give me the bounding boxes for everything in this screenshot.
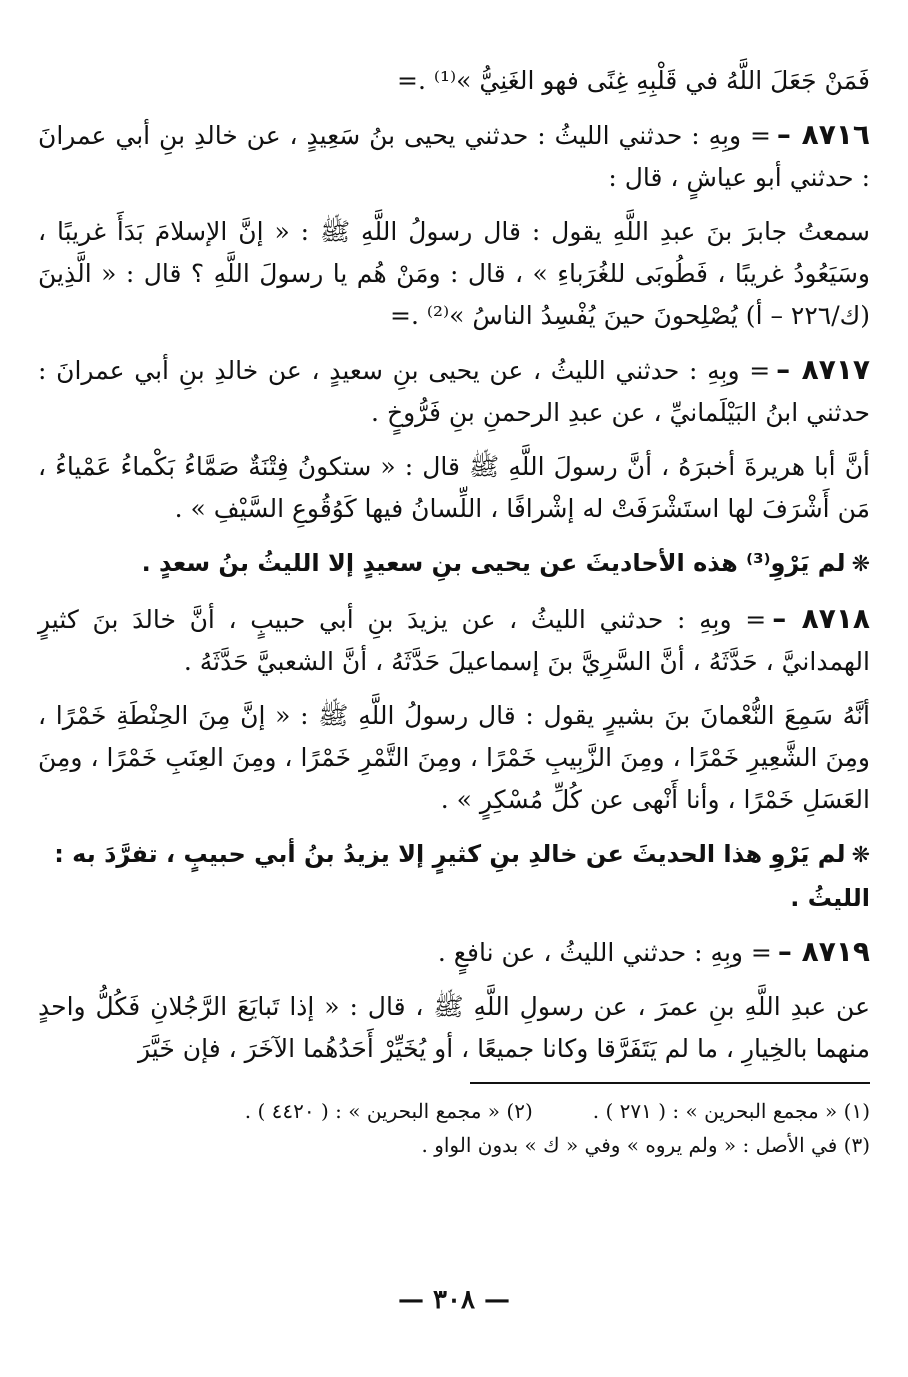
paragraph-text: أنَّ أبا هريرةَ أخبرَهُ ، أنَّ رسولَ اللَّهِ ﷺ قال : « ستكونُ فِتْنَةٌ صَمَّاءُ بَكْماءُ عَمْياءُ ، مَن أَشْرَفَ لها استَشْرَفَتْ له إشْرافًا ، اللِّسانُ فيها كَوُقُوعِ السَّيْفِ » . <box>38 452 870 523</box>
paragraph-text: = وبِهِ : حدثني الليثُ ، عن يزيدَ بنِ أبي حبيبٍ ، أنَّ خالدَ بنَ كثيرٍ الهمدانيَّ ، حَدَّثَهُ ، أنَّ السَّرِيَّ بنَ إسماعيلَ حَدَّثَهُ ، أنَّ الشعبيَّ حَدَّثَهُ . <box>38 605 870 676</box>
footnote-1: (١) « مجمع البحرين » : ( ٢٧١ ) . <box>592 1099 870 1123</box>
text-paragraph <box>38 446 870 530</box>
paragraph-text: سمعتُ جابرَ بنَ عبدِ اللَّهِ يقول : قال رسولُ اللَّهِ ﷺ : « إنَّ الإسلامَ بَدَأَ غريبًا ، وسَيَعُودُ غريبًا ، فَطُوبَى للغُرَباءِ » ، قال : ومَنْ هُم يا رسولَ اللَّهِ ؟ قال : « الَّذِينَ (ك/٢٢٦ – أ) يُصْلِحونَ حينَ يُفْسِدُ الناسُ »⁽²⁾ .= <box>38 217 870 330</box>
hadith-number: ٨٧١٨ – <box>772 602 871 635</box>
paragraph-text: لم يَرْوِ⁽³⁾ هذه الأحاديثَ عن يحيى بنِ سعيدٍ إلا الليثُ بنُ سعدٍ . <box>141 549 846 577</box>
footnote-3: (٣) في الأصل : « ولم يروه » وفي « ك » بدون الواو . <box>421 1133 870 1157</box>
remark-star-icon: ❋ <box>851 843 870 868</box>
hadith-number: ٨٧١٧ – <box>776 353 870 386</box>
footnote-row <box>38 1094 870 1128</box>
footnote-separator <box>470 1082 870 1084</box>
remark-star-icon: ❋ <box>851 552 870 577</box>
paragraph-text: = وبِهِ : حدثني الليثُ ، عن نافعٍ . <box>437 938 772 967</box>
paragraph-text: = وبِهِ : حدثني الليثُ : حدثني يحيى بنُ سَعِيدٍ ، عن خالدِ بنِ أبي عمرانَ : حدثني أبو عياشٍ ، قال : <box>38 121 870 192</box>
hadith-paragraph <box>38 349 870 434</box>
text-paragraph <box>38 211 870 337</box>
paragraph-text: فَمَنْ جَعَلَ اللَّهُ في قَلْبِهِ غِنًى فهو الغَنِيُّ »⁽¹⁾ .= <box>397 66 870 95</box>
footnotes <box>38 1094 870 1162</box>
text-paragraph <box>38 695 870 821</box>
paragraph-text: = وبِهِ : حدثني الليثُ ، عن يحيى بنِ سعيدٍ ، عن خالدِ بنِ أبي عمرانَ : حدثني ابنُ البَيْلَمانيِّ ، عن عبدِ الرحمنِ بنِ فَرُّوخٍ . <box>38 356 870 427</box>
hadith-paragraph <box>38 598 870 683</box>
hadith-number: ٨٧١٩ – <box>777 935 870 968</box>
paragraph-text: لم يَرْوِ هذا الحديثَ عن خالدِ بنِ كثيرٍ إلا يزيدُ بنُ أبي حبيبٍ ، تفرَّدَ به : الليثُ . <box>54 840 870 912</box>
hadith-paragraph <box>38 114 870 199</box>
editor-remark <box>38 833 870 919</box>
hadith-number: ٨٧١٦ – <box>776 118 870 151</box>
text-paragraph <box>38 60 870 102</box>
hadith-paragraph <box>38 931 870 974</box>
page-number: — ٣٠٨ — <box>397 1285 511 1315</box>
text-paragraph <box>38 986 870 1070</box>
paragraph-text: عن عبدِ اللَّهِ بنِ عمرَ ، عن رسولِ اللَّهِ ﷺ ، قال : « إذا تَبايَعَ الرَّجُلانِ فَكُلُّ واحدٍ منهما بالخِيارِ ، ما لم يَتَفَرَّقا وكانا جميعًا ، أو يُخَيِّرْ أَحَدُهُما الآخَرَ ، فإن خَيَّرَ <box>38 992 870 1063</box>
footnote-2: (٢) « مجمع البحرين » : ( ٤٤٢٠ ) . <box>244 1099 533 1123</box>
body-text <box>38 60 870 1070</box>
paragraph-text: أنَّهُ سَمِعَ النُّعْمانَ بنَ بشيرٍ يقول : قال رسولُ اللَّهِ ﷺ : « إنَّ مِنَ الحِنْطَةِ خَمْرًا ، ومِنَ الشَّعِيرِ خَمْرًا ، ومِنَ الزَّبِيبِ خَمْرًا ، ومِنَ التَّمْرِ خَمْرًا ، ومِنَ العِنَبِ خَمْرًا ، ومِنَ العَسَلِ خَمْرًا ، وأنا أَنْهى عن كُلِّ مُسْكِرٍ » . <box>38 701 870 814</box>
editor-remark <box>38 542 870 586</box>
